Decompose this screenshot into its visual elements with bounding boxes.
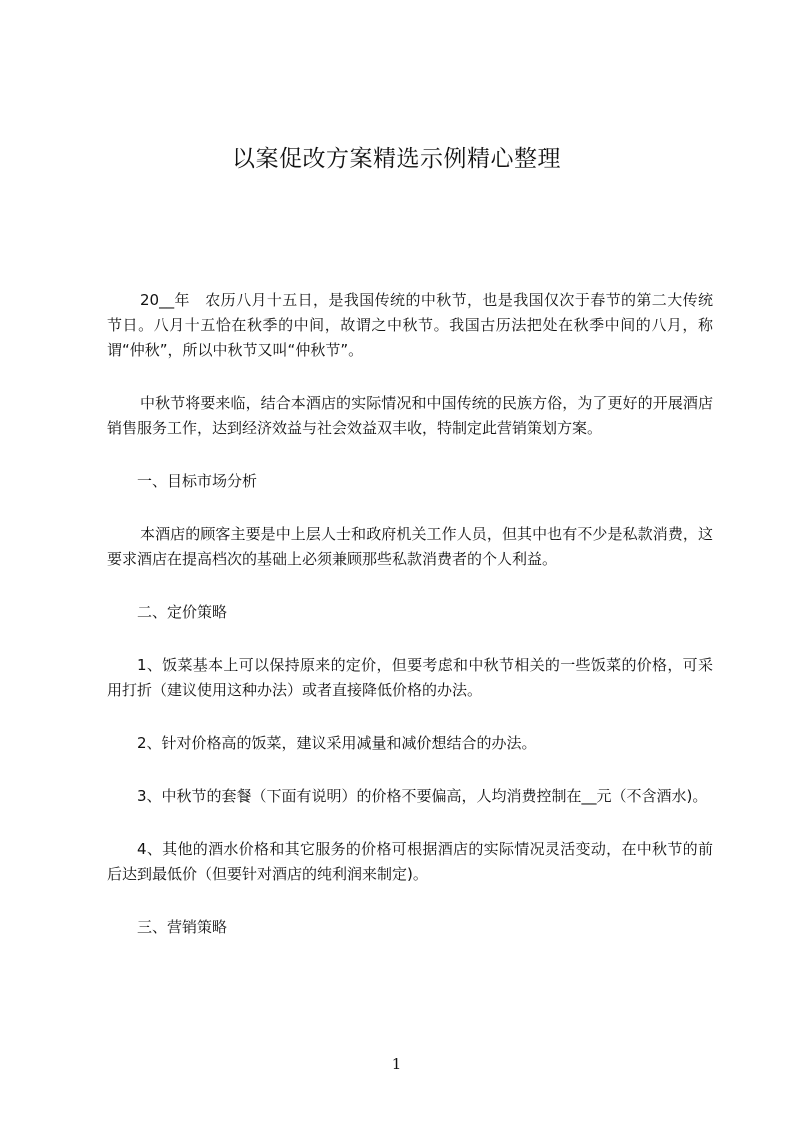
section-heading-marketing: 三、营销策略 [137, 918, 228, 936]
page-number: 1 [391, 1055, 402, 1073]
pricing-item-3: 3、中秋节的套餐（下面有说明）的价格不要偏高，人均消费控制在__元（不含酒水)。 [137, 787, 708, 805]
section-heading-market: 一、目标市场分析 [137, 472, 258, 490]
paragraph-intro: 20__年 农历八月十五日，是我国传统的中秋节，也是我国仅次于春节的第二大传统节日。八月十五恰在秋季的中间，故谓之中秋节。我国古历法把处在秋季中间的八月，称谓“仲秋”，所以中秋节又叫“仲秋节”。 [107, 291, 713, 359]
document-body [107, 288, 713, 968]
paragraph-market: 本酒店的顾客主要是中上层人士和政府机关工作人员，但其中也有不少是私款消费，这要求酒店在提高档次的基础上必须兼顾那些私款消费者的个人利益。 [107, 525, 713, 568]
pricing-item-2: 2、针对价格高的饭菜，建议采用减量和减价想结合的办法。 [137, 734, 537, 752]
section-heading-pricing: 二、定价策略 [137, 603, 228, 621]
pricing-item-1: 1、饭菜基本上可以保持原来的定价，但要考虑和中秋节相关的一些饭菜的价格，可采用打折（建议使用这种办法）或者直接降低价格的办法。 [107, 656, 713, 699]
document-title: 以案促改方案精选示例精心整理 [232, 146, 561, 172]
paragraph-purpose: 中秋节将要来临，结合本酒店的实际情况和中国传统的民族方俗，为了更好的开展酒店销售服务工作，达到经济效益与社会效益双丰收，特制定此营销策划方案。 [107, 394, 713, 437]
pricing-item-4: 4、其他的酒水价格和其它服务的价格可根据酒店的实际情况灵活变动，在中秋节的前后达到最低价（但要针对酒店的纯利润来制定)。 [107, 840, 713, 883]
